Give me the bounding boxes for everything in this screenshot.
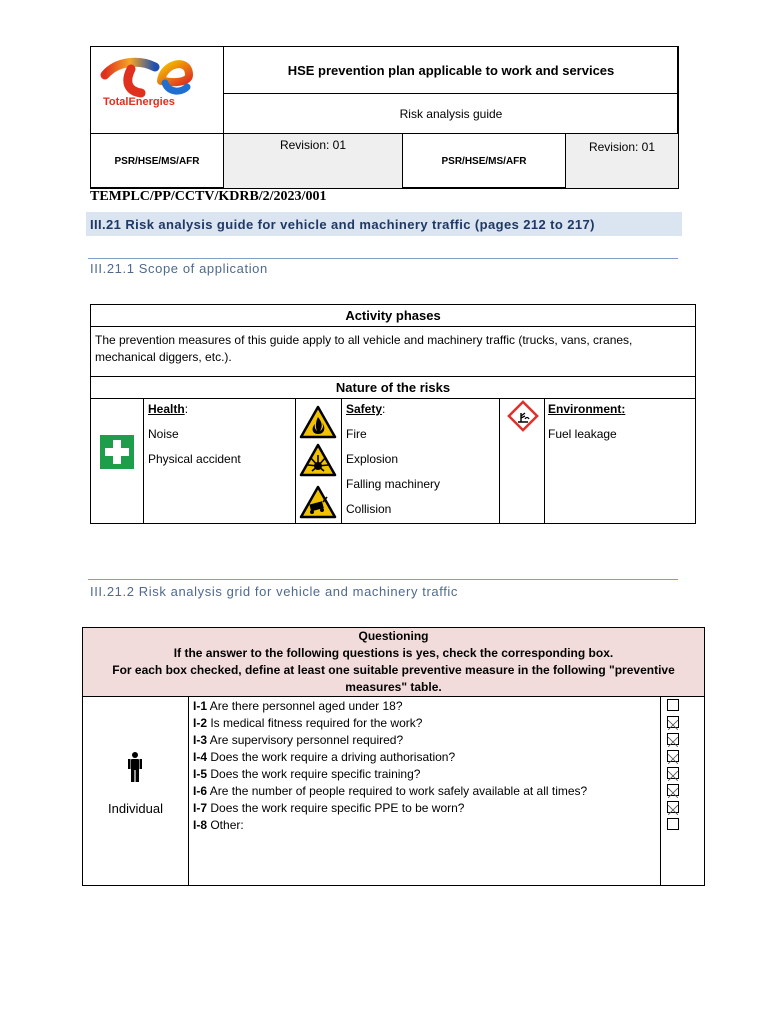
checkmark-cross-icon (668, 771, 678, 781)
question-checkbox[interactable] (667, 750, 679, 762)
questioning-instruction: For each box checked, define at least one suitable preventive measure in the following "preventive (112, 663, 675, 677)
divider (88, 258, 678, 259)
environment-column (548, 397, 625, 447)
section-title: III.21 Risk analysis guide for vehicle and machinery traffic (pages 212 to 217) (86, 212, 682, 236)
question-item (193, 749, 587, 766)
totalenergies-logo (91, 47, 223, 133)
reference-left: PSR/HSE/MS/AFR (90, 133, 224, 189)
template-code: TEMPLC/PP/CCTV/KDRB/2/2023/001 (90, 189, 327, 204)
question-id: I-5 (193, 767, 208, 781)
environment-colon: : (621, 402, 626, 416)
safety-item: Falling machinery (346, 477, 441, 491)
safety-column (346, 397, 440, 522)
question-text: Is medical fitness required for the work? (207, 716, 423, 730)
environment-item: Fuel leakage (548, 427, 617, 441)
environment-hazard-icon (506, 399, 540, 433)
revision-left: Revision: 01 (223, 133, 403, 189)
document-header (90, 46, 678, 188)
question-text: Does the work require specific training? (207, 767, 421, 781)
checkmark-cross-icon (668, 754, 678, 764)
checkmark-cross-icon (668, 788, 678, 798)
questioning-instruction: measures" table. (345, 680, 442, 694)
document-title: HSE prevention plan applicable to work and services (223, 46, 679, 94)
scope-heading: III.21.1 Scope of application (90, 261, 268, 276)
question-text: Does the work require a driving authorisation? (207, 750, 456, 764)
question-checkbox[interactable] (667, 784, 679, 796)
question-item (193, 698, 587, 715)
grid-heading: III.21.2 Risk analysis grid for vehicle and machinery traffic (90, 584, 459, 599)
flammable-icon (299, 405, 337, 439)
questioning-instruction: If the answer to the following questions is yes, check the corresponding box. (173, 646, 614, 660)
question-checkbox[interactable] (667, 767, 679, 779)
health-column (148, 397, 241, 472)
health-item: Noise (148, 427, 179, 441)
question-id: I-4 (193, 750, 208, 764)
question-item (193, 800, 587, 817)
first-aid-icon (99, 434, 135, 470)
question-item (193, 766, 587, 783)
nature-of-risks-label: Nature of the risks (91, 377, 695, 399)
category-cell (83, 697, 189, 885)
safety-colon: : (382, 402, 386, 416)
question-text: Are the number of people required to work safely available at all times? (207, 784, 588, 798)
health-colon: : (184, 402, 189, 416)
question-text: Are there personnel aged under 18? (207, 699, 403, 713)
questioning-header (83, 628, 704, 697)
safety-item: Explosion (346, 452, 399, 466)
safety-item: Fire (346, 427, 367, 441)
person-icon (128, 752, 142, 782)
question-item (193, 817, 587, 834)
question-checkbox[interactable] (667, 801, 679, 813)
health-label: Health (148, 402, 185, 416)
column-divider (341, 398, 342, 523)
checkmark-cross-icon (668, 720, 678, 730)
question-text: Other: (207, 818, 244, 832)
explosive-icon (299, 443, 337, 477)
question-id: I-7 (193, 801, 208, 815)
question-id: I-1 (193, 699, 208, 713)
question-checkbox[interactable] (667, 699, 679, 711)
question-text: Are supervisory personnel required? (207, 733, 404, 747)
safety-item: Collision (346, 502, 392, 516)
question-id: I-2 (193, 716, 208, 730)
question-checkbox[interactable] (667, 716, 679, 728)
revision-right: Revision: 01 (565, 133, 679, 189)
reference-right: PSR/HSE/MS/AFR (402, 133, 566, 189)
question-checkbox[interactable] (667, 818, 679, 830)
column-divider (544, 398, 545, 523)
checkbox-column (660, 697, 704, 885)
activity-phases-label: Activity phases (91, 305, 695, 327)
checkmark-cross-icon (668, 737, 678, 747)
safety-label: Safety (346, 402, 383, 416)
column-divider (143, 398, 144, 523)
question-id: I-6 (193, 784, 208, 798)
column-divider (295, 398, 296, 523)
environment-label: Environment (548, 402, 622, 416)
divider (88, 579, 678, 580)
question-list (193, 698, 587, 834)
question-id: I-3 (193, 733, 208, 747)
question-text: Does the work require specific PPE to be worn? (207, 801, 465, 815)
question-item (193, 715, 587, 732)
questioning-table (82, 627, 705, 886)
health-item: Physical accident (148, 452, 241, 466)
logo-cell (90, 46, 224, 134)
falling-machinery-icon (299, 485, 337, 519)
question-item (193, 732, 587, 749)
activity-table (90, 304, 696, 524)
column-divider (499, 398, 500, 523)
document-subtitle: Risk analysis guide (223, 93, 679, 134)
question-checkbox[interactable] (667, 733, 679, 745)
category-label: Individual (108, 801, 163, 816)
logo-text: TotalEnergies (103, 96, 175, 108)
scope-description: The prevention measures of this guide apply to all vehicle and machinery traffic (trucks, vans, cranes, mechanical diggers, etc.). (91, 327, 695, 377)
questioning-title: Questioning (358, 629, 429, 643)
question-id: I-8 (193, 818, 208, 832)
question-item (193, 783, 587, 800)
checkmark-cross-icon (668, 805, 678, 815)
